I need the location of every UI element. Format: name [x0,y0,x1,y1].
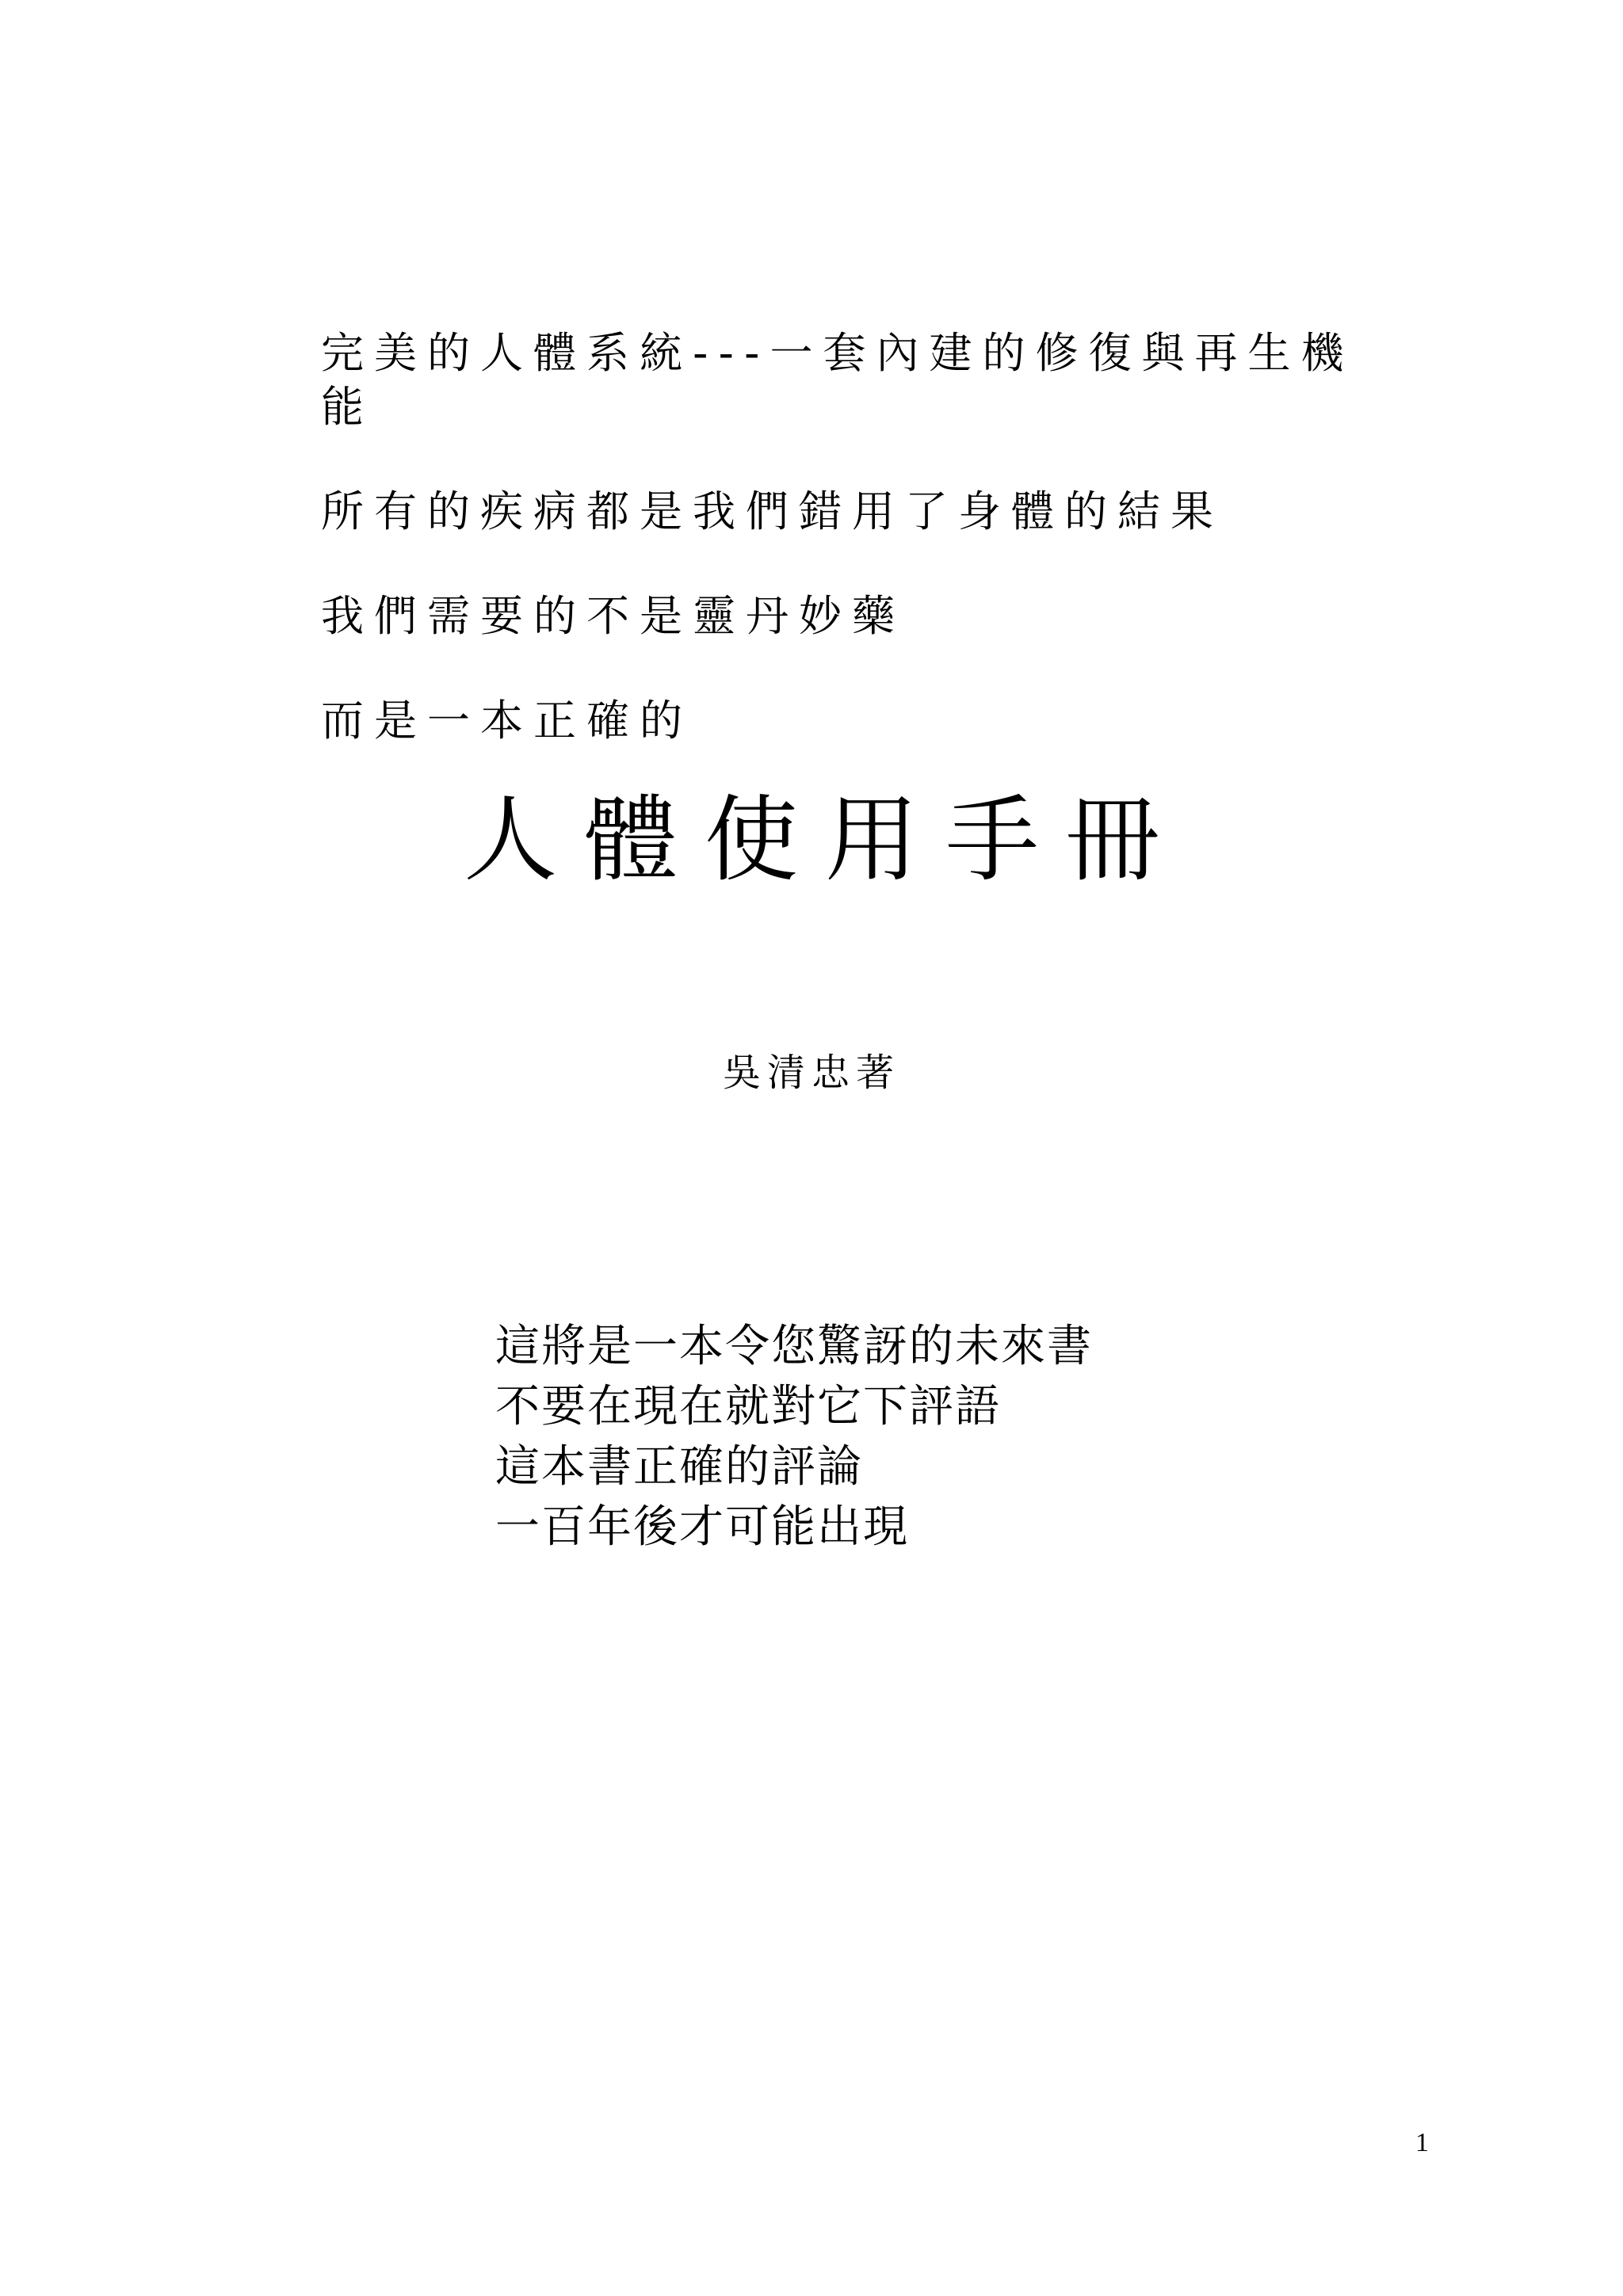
intro-line-3: 我們需要的不是靈丹妙藥 [321,591,905,641]
poem-block [495,1317,1209,1558]
book-title: 人體使用手冊 [463,785,1186,894]
poem-line-2: 不要在現在就對它下評語 [495,1381,1001,1432]
intro-text-block [321,326,1367,758]
poem-line-4: 一百年後才可能出現 [495,1501,909,1553]
intro-line-2: 所有的疾病都是我們錯用了身體的結果 [321,486,1224,536]
intro-line-1: 完美的人體系統---一套內建的修復與再生機能 [321,328,1354,432]
author-line: 吳清忠著 [722,1051,900,1095]
poem-line-1: 這將是一本令您驚訝的未來書 [495,1321,1093,1372]
poem-line-3: 這本書正確的評論 [495,1441,863,1493]
intro-line-4: 而是一本正確的 [321,696,693,746]
page-number: 1 [1415,2128,1429,2157]
